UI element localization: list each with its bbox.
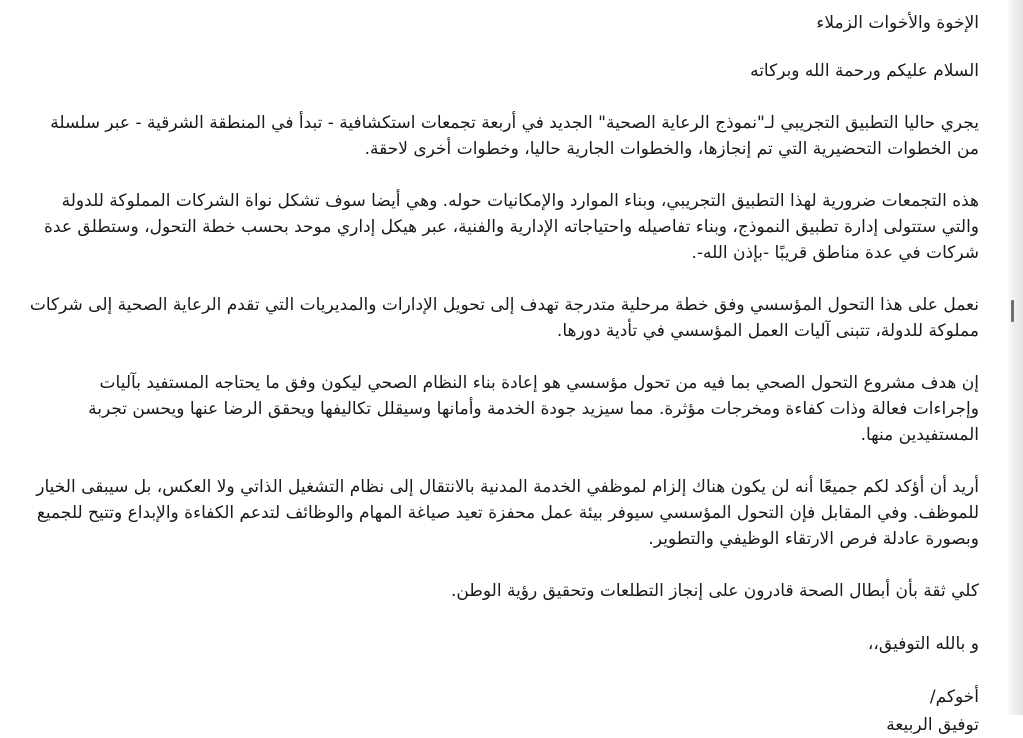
closing: و بالله التوفيق،، [867, 634, 979, 654]
signature-title: أخوكم/ [929, 687, 979, 707]
letter-body [29, 0, 979, 738]
paragraph-4: إن هدف مشروع التحول الصحي بما فيه من تحول مؤسسي هو إعادة بناء النظام الصحي ليكون وفق ما يحتاجه المستفيد بآليات وإجراءات فعالة وذات كفاءة ومخرجات مؤثرة. مما سيزيد جودة الخدمة وأمانها وسيقلل تكاليفها ويحقق الرضا عنها ويحسن تجربة المستفيدين منها. [88, 373, 979, 445]
paragraph-6: كلي ثقة بأن أبطال الصحة قادرون على إنجاز التطلعات وتحقيق رؤية الوطن. [450, 581, 979, 601]
scroll-indicator [1011, 300, 1014, 322]
page-edge-shadow [1007, 0, 1023, 715]
salutation: الإخوة والأخوات الزملاء [816, 13, 979, 33]
greeting: السلام عليكم ورحمة الله وبركاته [750, 61, 979, 81]
paragraph-2: هذه التجمعات ضرورية لهذا التطبيق التجريبي، وبناء الموارد والإمكانيات حوله. وهي أيضا سوف تشكل نواة الشركات المملوكة للدولة والتي ستتولى إدارة تطبيق النموذج، وبناء تفاصيله واحتياجاته الإدارية والفنية، عبر هيكل إداري موحد بحسب خطة التحول، وستطلق عدة شركات في عدة مناطق قريبًا -بإذن الله-. [44, 191, 979, 263]
signature-name: توفيق الربيعة [886, 715, 979, 735]
paragraph-5: أريد أن أؤكد لكم جميعًا أنه لن يكون هناك إلزام لموظفي الخدمة المدنية بالانتقال إلى نظام التشغيل الذاتي ولا العكس، بل سيبقى الخيار للموظف. وفي المقابل فإن التحول المؤسسي سيوفر بيئة عمل محفزة تعيد صياغة المهام والوظائف لتدعم الكفاءة والإبداع وتتيح للجميع وبصورة عادلة فرص الارتقاء الوظيفي والتطوير. [36, 477, 979, 549]
paragraph-3: نعمل على هذا التحول المؤسسي وفق خطة مرحلية متدرجة تهدف إلى تحويل الإدارات والمديريات التي تقدم الرعاية الصحية إلى شركات مملوكة للدولة، تتبنى آليات العمل المؤسسي في تأدية دورها. [29, 295, 979, 341]
paragraph-1: يجري حاليا التطبيق التجريبي لـ"نموذج الرعاية الصحية" الجديد في أربعة تجمعات استكشافية - تبدأ في المنطقة الشرقية - عبر سلسلة من الخطوات التحضيرية التي تم إنجازها، والخطوات الجارية حاليا، وخطوات أخرى لاحقة. [50, 113, 979, 159]
